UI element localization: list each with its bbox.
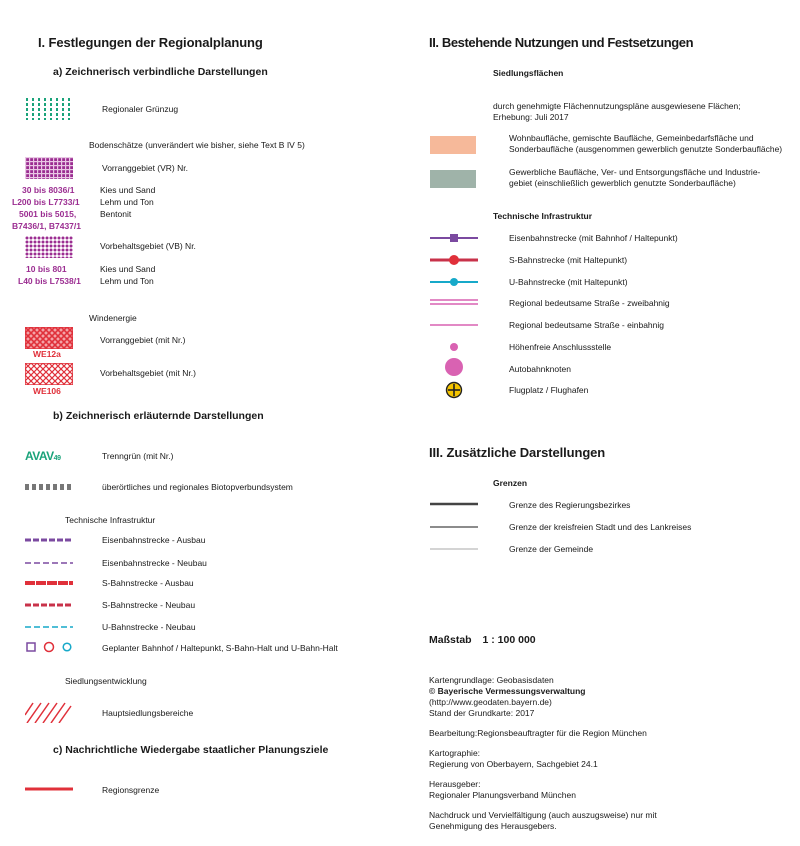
eb-ausbau-label: Eisenbahnstrecke - Ausbau xyxy=(102,535,206,545)
vb-label: Vorbehaltsgebiet (VB) Nr. xyxy=(100,241,196,251)
regionsgrenze-label: Regionsgrenze xyxy=(102,785,160,795)
g-gemeinde-symbol xyxy=(430,546,478,552)
bodenschaetze-label: Bodenschätze (unverändert wie bisher, siehe Text B IV 5) xyxy=(89,140,305,150)
karte-line-4: Stand der Grundkarte: 2017 xyxy=(429,708,535,718)
left-title: I. Festlegungen der Regionalplanung xyxy=(38,35,263,50)
vr-num-2: L200 bis L7733/1 xyxy=(12,197,80,207)
kartographie-line-2: Regierung von Oberbayern, Sachgebiet 24.1 xyxy=(429,759,598,769)
hauptsiedlung-symbol xyxy=(25,701,73,723)
g-bezirk-label: Grenze des Regierungsbezirkes xyxy=(509,500,631,510)
fnp-line-1: durch genehmigte Flächennutzungspläne ausgewiesene Flächen; xyxy=(493,101,741,111)
wind-vb-symbol xyxy=(25,363,73,385)
herausgeber-line-2: Regionaler Planungsverband München xyxy=(429,790,576,800)
wind-vb-label: Vorbehaltsgebiet (mit Nr.) xyxy=(100,368,196,378)
trenngruen-label: Trenngrün (mit Nr.) xyxy=(102,451,174,461)
anschluss-symbol xyxy=(448,341,460,353)
massstab xyxy=(429,634,536,646)
ub-neubau-symbol xyxy=(25,623,73,631)
vr-type-2: Lehm und Ton xyxy=(100,197,154,207)
vr-num-1: 30 bis 8036/1 xyxy=(22,185,75,195)
grenzen-heading: Grenzen xyxy=(493,478,528,488)
wind-vb-code: WE106 xyxy=(33,386,61,396)
sb-neubau-label: S-Bahnstrecke - Neubau xyxy=(102,600,196,610)
windenergie-label: Windenergie xyxy=(89,313,137,323)
g-stadt-label: Grenze der kreisfreien Stadt und des Lankreises xyxy=(509,522,692,532)
massstab-label: Maßstab xyxy=(429,634,472,646)
sb-neubau-symbol xyxy=(25,601,73,609)
eb-label: Eisenbahnstrecke (mit Bahnhof / Haltepunkt) xyxy=(509,233,678,243)
tech-infra-right-heading: Technische Infrastruktur xyxy=(493,211,593,221)
wohn-line-1: Wohnbaufläche, gemischte Baufläche, Gemeinbedarfsfläche und xyxy=(509,133,754,143)
autobahn-symbol xyxy=(444,357,464,377)
gewerbe-swatch xyxy=(430,170,476,188)
wind-vr-code: WE12a xyxy=(33,349,61,359)
strasse2-label: Regional bedeutsame Straße - zweibahnig xyxy=(509,298,670,308)
g-bezirk-symbol xyxy=(430,501,478,507)
geplant-symbols xyxy=(24,640,78,654)
strasse2-symbol xyxy=(430,298,478,306)
regionsgrenze-symbol xyxy=(25,786,73,792)
trenngruen-symbol-num: 49 xyxy=(53,455,61,462)
vb-type-1: Kies und Sand xyxy=(100,264,156,274)
bearbeitung: Bearbeitung:Regionsbeauftragter für die Region München xyxy=(429,728,647,738)
vr-symbol xyxy=(25,157,73,179)
section-a-heading: a) Zeichnerisch verbindliche Darstellungen xyxy=(53,66,268,78)
biotop-symbol xyxy=(25,483,73,491)
eb-neubau-label: Eisenbahnstrecke - Neubau xyxy=(102,558,207,568)
karte-line-3: (http://www.geodaten.bayern.de) xyxy=(429,697,552,707)
siedlung-label: Siedlungsentwicklung xyxy=(65,676,147,686)
karte-line-1: Kartengrundlage: Geobasisdaten xyxy=(429,675,554,685)
kartographie-line-1: Kartographie: xyxy=(429,748,481,758)
wohn-swatch xyxy=(430,136,476,154)
wind-vr-symbol xyxy=(25,327,73,349)
ub-neubau-label: U-Bahnstrecke - Neubau xyxy=(102,622,196,632)
right-title: II. Bestehende Nutzungen und Festsetzungen xyxy=(429,35,694,50)
siedlungsflaechen-heading: Siedlungsflächen xyxy=(493,68,564,78)
vr-type-3: Bentonit xyxy=(100,209,132,219)
section-3-title: III. Zusätzliche Darstellungen xyxy=(429,445,606,460)
wind-vr-label: Vorranggebiet (mit Nr.) xyxy=(100,335,186,345)
anschluss-label: Höhenfreie Anschlussstelle xyxy=(509,342,612,352)
section-b-heading: b) Zeichnerisch erläuternde Darstellungen xyxy=(53,410,264,422)
tech-infra-left-label: Technische Infrastruktur xyxy=(65,515,156,525)
gewerbe-line-2: gebiet (einschließlich gewerblich genutzte Sonderbaufläche) xyxy=(509,178,736,188)
ub-symbol xyxy=(430,276,478,288)
nachdruck-line-2: Genehmigung des Herausgebers. xyxy=(429,821,557,831)
nachdruck-line-1: Nachdruck und Vervielfältigung (auch auszugsweise) nur mit xyxy=(429,810,657,820)
herausgeber-line-1: Herausgeber: xyxy=(429,779,481,789)
trenngruen-symbol xyxy=(25,449,60,463)
g-stadt-symbol xyxy=(430,524,478,530)
vb-symbol xyxy=(25,236,73,258)
vr-label: Vorranggebiet (VR) Nr. xyxy=(102,163,188,173)
karte-line-2: © Bayerische Vermessungsverwaltung xyxy=(429,686,586,696)
g-gemeinde-label: Grenze der Gemeinde xyxy=(509,544,594,554)
section-c-heading: c) Nachrichtliche Wiedergabe staatlicher Planungsziele xyxy=(53,744,329,756)
biotop-label: überörtliches und regionales Biotopverbundsystem xyxy=(102,482,293,492)
trenngruen-symbol-text: AVAV xyxy=(25,449,54,463)
flugplatz-label: Flugplatz / Flughafen xyxy=(509,385,589,395)
hauptsiedlung-label: Hauptsiedlungsbereiche xyxy=(102,708,194,718)
vr-num-3: 5001 bis 5015, xyxy=(19,209,77,219)
eb-symbol xyxy=(430,232,478,244)
gruenzug-symbol xyxy=(25,98,73,120)
vb-num-2: L40 bis L7538/1 xyxy=(18,276,81,286)
sb-label: S-Bahnstrecke (mit Haltepunkt) xyxy=(509,255,628,265)
flugplatz-icon xyxy=(445,381,463,399)
ub-label: U-Bahnstrecke (mit Haltepunkt) xyxy=(509,277,628,287)
vr-num-4: B7436/1, B7437/1 xyxy=(12,221,81,231)
sb-ausbau-label: S-Bahnstrecke - Ausbau xyxy=(102,578,194,588)
massstab-value: 1 : 100 000 xyxy=(482,634,536,646)
vb-num-1: 10 bis 801 xyxy=(26,264,67,274)
sb-symbol xyxy=(430,253,478,267)
strasse1-symbol xyxy=(430,322,478,328)
eb-neubau-symbol xyxy=(25,559,73,567)
strasse1-label: Regional bedeutsame Straße - einbahnig xyxy=(509,320,664,330)
sb-ausbau-symbol xyxy=(25,578,73,588)
vr-type-1: Kies und Sand xyxy=(100,185,156,195)
wohn-line-2: Sonderbaufläche (ausgenommen gewerblich genutzte Sonderbaufläche) xyxy=(509,144,783,154)
eb-ausbau-symbol xyxy=(25,536,73,544)
gruenzug-label: Regionaler Grünzug xyxy=(102,104,179,114)
gewerbe-line-1: Gewerbliche Baufläche, Ver- und Entsorgungsfläche und Industrie- xyxy=(509,167,761,177)
vb-type-2: Lehm und Ton xyxy=(100,276,154,286)
geplant-label: Geplanter Bahnhof / Haltepunkt, S-Bahn-Halt und U-Bahn-Halt xyxy=(102,643,338,653)
autobahn-label: Autobahnknoten xyxy=(509,364,571,374)
fnp-line-2: Erhebung: Juli 2017 xyxy=(493,112,569,122)
